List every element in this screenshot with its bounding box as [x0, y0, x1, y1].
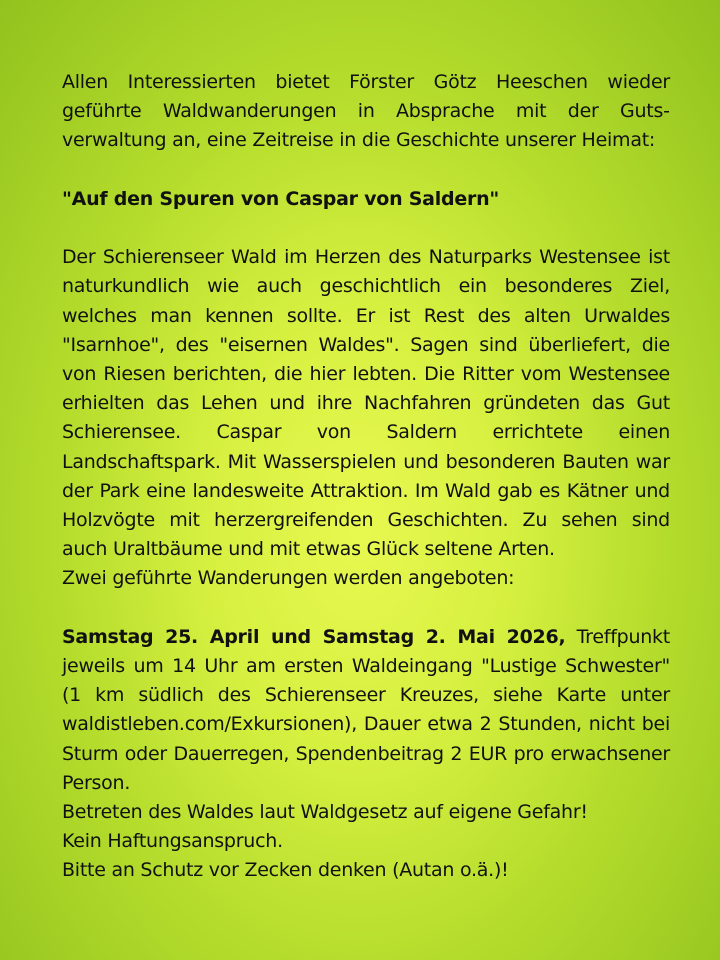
spacer: [62, 594, 670, 623]
notice-ticks: Bitte an Schutz vor Zecken denken (Autan o.ä.)!: [62, 859, 509, 882]
event-details: Treffpunkt jeweils um 14 Uhr am ersten Waldeingang "Lustige Schwester" (1 km südlich des Schierenseer Kreuzes, siehe Karte unter waldistleben.com/Exkursionen), Dauer etwa 2 Stunden, nicht bei Sturm oder Dauerregen, Spendenbeitrag 2 EUR pro erwachsener Person.: [62, 625, 670, 794]
offer-line: Zwei geführte Wanderungen werden angeboten:: [62, 567, 515, 590]
spacer: [62, 156, 670, 185]
spacer: [62, 214, 670, 243]
heading: "Auf den Spuren von Caspar von Saldern": [62, 187, 500, 210]
intro-paragraph: Allen Interessierten bietet Förster Götz Heeschen wieder geführte Waldwanderungen in Absprache mit der Gutsverwaltung an, eine Zeitreise in die Geschichte unserer Heimat:: [62, 71, 670, 152]
event-dates: Samstag 25. April und Samstag 2. Mai 2026,: [62, 625, 566, 648]
event-paragraph: [62, 623, 670, 798]
notice-risk: Betreten des Waldes laut Waldgesetz auf eigene Gefahr!: [62, 801, 588, 824]
description-paragraph: Der Schierenseer Wald im Herzen des Naturparks Westensee ist naturkundlich wie auch geschichtlich ein besonderes Ziel, welches man kennen sollte. Er ist Rest des alten Urwaldes "Isarnhoe", des "eisernen Waldes". Sagen sind überliefert, die von Riesen berichten, die hier lebten. Die Ritter vom Westensee erhielten das Lehen und ihre Nachfahren gründeten das Gut Schierensee. Caspar von Saldern errichtete einen Landschaftspark. Mit Wasserspielen und besonderen Bauten war der Park eine landesweite Attraktion. Im Wald gab es Kätner und Holzvögte mit herzergreifenden Geschichten. Zu sehen sind auch Uraltbäume und mit etwas Glück seltene Arten.: [62, 246, 670, 561]
announcement: [62, 68, 670, 886]
notice-liability: Kein Haftungsanspruch.: [62, 830, 283, 853]
